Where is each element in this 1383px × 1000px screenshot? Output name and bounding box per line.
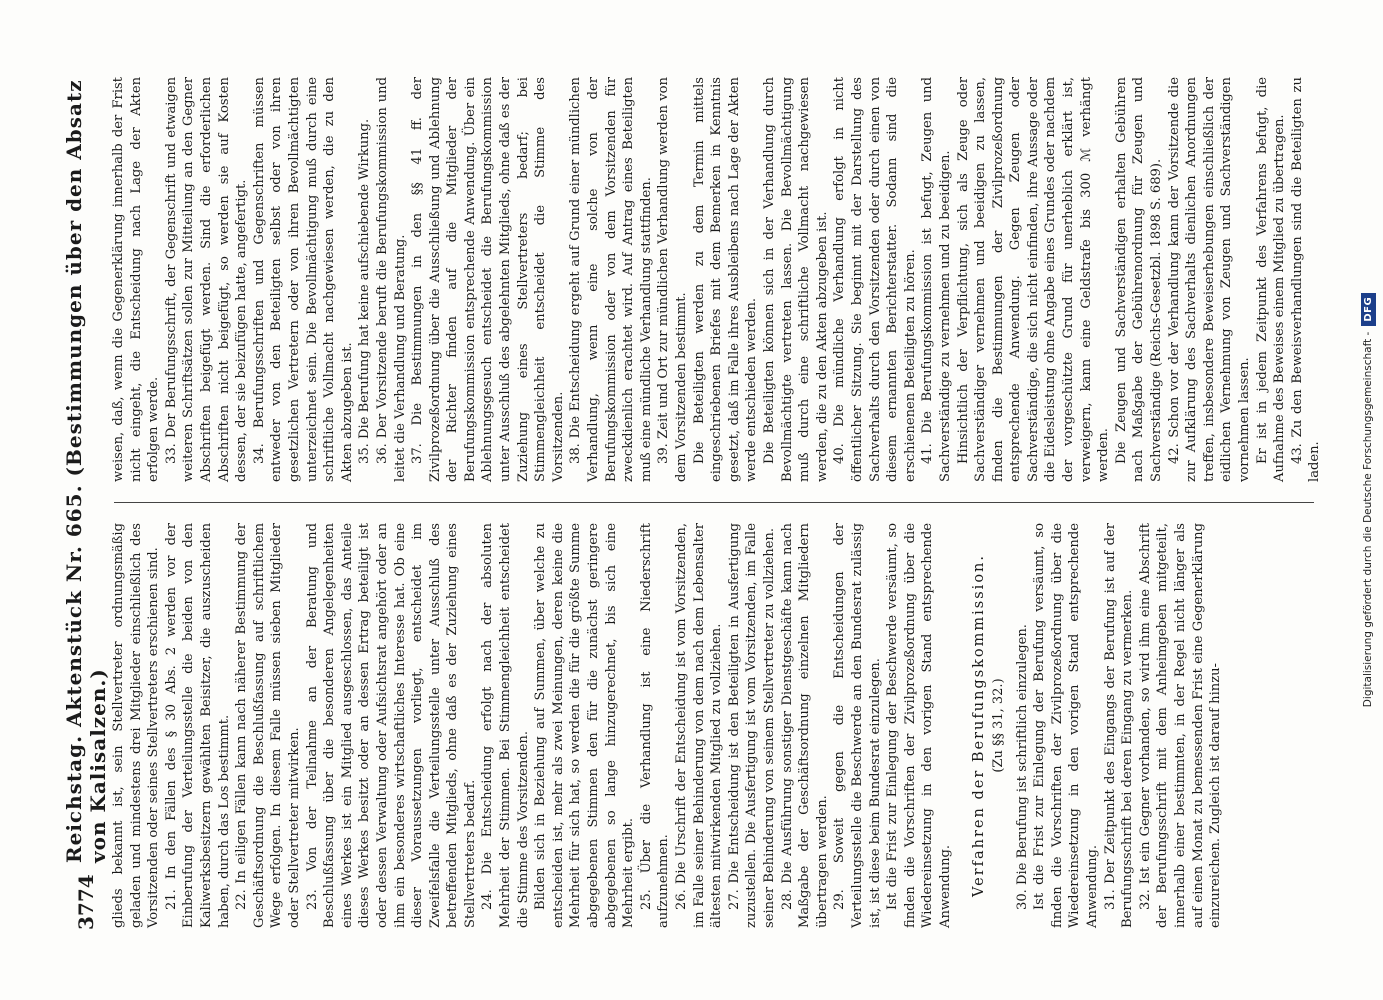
paragraph: 41. Die Berufungskommission ist befugt, Zeugen und Sachverständige zu vernehmen und zu beeidigen. xyxy=(920,77,953,482)
running-title: Reichstag. Aktenstück Nr. 665. (Bestimmungen über den Absatz von Kalisalzen.) xyxy=(62,79,110,864)
page-number: 3774 xyxy=(74,874,98,930)
left-column xyxy=(110,523,1320,928)
section-heading: Verfahren der Berufungskommission. xyxy=(970,554,987,897)
paragraph: Die Beteiligten werden zu dem Termin mittels eingeschriebenen Briefes mit dem Bemerken in Kenntnis gesetzt, daß im Falle ihres Ausbleibens nach Lage der Akten werde entschieden werden. xyxy=(691,77,760,482)
column-divider xyxy=(114,502,1314,503)
paragraph: Bilden sich in Beziehung auf Summen, über welche zu entscheiden ist, mehr als zwei Meinungen, deren keine die Mehrheit für sich hat, so werden die für die größte Summe abgegebenen Stimmen den für die zunächst geringere abgegebenen so lange hinzugerechnet, bis sich eine Mehrheit ergibt. xyxy=(533,523,637,928)
paragraph: 25. Über die Verhandlung ist eine Niederschrift aufzunehmen. xyxy=(638,523,672,928)
paragraph: Hinsichtlich der Verpflichtung, sich als Zeuge oder Sachverständiger vernehmen und beeidigen zu lassen, finden die Bestimmungen der Zivilprozeßordnung entsprechende Anwendung. Gegen Zeugen oder Sachverständige, die sich nicht einfinden, ihre Aussage oder die Eidesleistung ohne Angabe eines Grundes oder nachdem der vorgeschützte Grund für unerheblich erklärt ist, verweigern, kann eine Geldstrafe bis 300 ℳ verhängt werden. xyxy=(955,77,1112,482)
paragraph: 38. Die Entscheidung ergeht auf Grund einer mündlichen Verhandlung, wenn eine solche von der Berufungskommission oder von dem Vorsitzenden für zweckdienlich erachtet wird. Auf Antrag eines Beteiligten muß eine mündliche Verhandlung stattfinden. xyxy=(568,77,654,482)
paragraph: 31. Der Zeitpunkt des Eingangs der Berufung ist auf der Berufungsschrift bei deren Eingang zu vermerken. xyxy=(1102,523,1136,928)
footer-credit: Digitalisierung gefördert durch die Deutsche Forschungsgemeinschaft - xyxy=(1362,331,1374,708)
dfg-logo: DFG xyxy=(1361,293,1376,326)
paragraph: 21. In den Fällen des § 30 Abs. 2 werden vor der Einberufung der Verteilungsstelle die beiden von den Kaliwerksbesitzern gewählten Beisitzer, die auszuscheiden haben, durch das Los bestimmt. xyxy=(163,523,232,928)
paragraph: weisen, daß, wenn die Gegenerklärung innerhalb der Frist nicht eingeht, die Entscheidung nach Lage der Akten erfolgen werde. xyxy=(111,77,162,482)
page-header xyxy=(62,60,110,930)
paragraph: 35. Die Berufung hat keine aufschiebende Wirkung. xyxy=(357,118,373,464)
paragraph: 43. Zu den Beweisverhandlungen sind die Beteiligten zu laden. xyxy=(1289,77,1323,482)
paragraph: 32. Ist ein Gegner vorhanden, so wird ihm eine Abschrift der Berufungsschrift mit dem Anheimgeben mitgeteilt, innerhalb einer bestimmten, in der Regel nicht länger als auf einen Monat zu bemessenden Frist eine Gegenerklärung einzureichen. Zugleich ist darauf hinzu- xyxy=(1137,523,1224,928)
paragraph: 37. Die Bestimmungen in den §§ 41 ff. der Zivilprozeßordnung über die Ausschließung und Ablehnung der Richter finden auf die Mitglieder der Berufungskommission entsprechende Anwendung. Über ein Ablehnungsgesuch entscheidet die Berufungskommission unter Ausschluß des abgelehnten Mitglieds, ohne daß es der Zuziehung eines Stellvertreters bedarf; bei Stimmengleichheit entscheidet die Stimme des Vorsitzenden. xyxy=(410,77,566,482)
paragraph: 27. Die Entscheidung ist den Beteiligten in Ausfertigung zuzustellen. Die Ausfertigung ist vom Vorsitzenden, im Falle seiner Behinderung von seinem Stellvertreter zu vollziehen. xyxy=(726,523,777,928)
paragraph: 42. Schon vor der Verhandlung kann der Vorsitzende die zur Aufklärung des Sachverhalts dienlichen Anordnungen treffen, insbesondere Beweiserhebungen einschließlich der eidlichen Vernehmung von Zeugen und Sachverständigen vornehmen lassen. xyxy=(1166,77,1252,482)
paragraph: glieds bekannt ist, sein Stellvertreter ordnungsmäßig geladen und mindestens drei Mitglieder einschließlich des Vorsitzenden oder seines Stellvertreters erschienen sind. xyxy=(111,523,162,928)
digitization-footer xyxy=(1355,0,1381,1000)
left-paragraphs-after xyxy=(1014,523,1225,928)
paragraph: Die Beteiligten können sich in der Verhandlung durch Bevollmächtigte vertreten lassen. Die Bevollmächtigung muß durch eine schriftliche Vollmacht nachgewiesen werden, die zu den Akten abzugeben ist. xyxy=(761,77,830,482)
paragraph: 36. Der Vorsitzende beruft die Berufungskommission und leitet die Verhandlung und Beratung. xyxy=(374,77,408,482)
paragraph: Er ist in jedem Zeitpunkt des Verfahrens befugt, die Aufnahme des Beweises einem Mitglied zu übertragen. xyxy=(1254,77,1288,482)
paragraph: 29. Soweit gegen die Entscheidungen der Verteilungsstelle die Beschwerde an den Bundesrat zulässig ist, ist diese beim Bundesrat einzulegen. xyxy=(832,523,883,928)
paragraph: Die Zeugen und Sachverständigen erhalten Gebühren nach Maßgabe der Gebührenordnung für Zeugen und Sachverständige (Reichs-Gesetzbl. 1898 S. 689). xyxy=(1113,77,1165,482)
paragraph: Ist die Frist zur Einlegung der Beschwerde versäumt, so finden die Vorschriften der Zivilprozeßordnung über die Wiedereinsetzung in den vorigen Stand entsprechende Anwendung. xyxy=(885,523,953,928)
paragraph: 28. Die Ausführung sonstiger Dienstgeschäfte kann nach Maßgabe der Geschäftsordnung einzelnen Mitgliedern übertragen werden. xyxy=(779,523,830,928)
paragraph: 40. Die mündliche Verhandlung erfolgt in nicht öffentlicher Sitzung. Sie beginnt mit der Darstellung des Sachverhalts durch den Vorsitzenden oder durch einen von diesem ernannten Berichterstatter. Sodann sind die erschienenen Beteiligten zu hören. xyxy=(832,77,918,482)
right-column xyxy=(110,77,1323,482)
paragraph: 24. Die Entscheidung erfolgt nach der absoluten Mehrheit der Stimmen. Bei Stimmengleichheit entscheidet die Stimme des Vorsitzenden. xyxy=(480,523,531,928)
paragraph: Ist die Frist zur Einlegung der Berufung versäumt, so finden die Vorschriften der Zivilprozeßordnung über die Wiedereinsetzung in den vorigen Stand entsprechende Anwendung. xyxy=(1032,523,1101,928)
paragraph: 33. Der Berufungsschrift, der Gegenschrift und etwaigen weiteren Schriftsätzen sollen zur Mitteilung an den Gegner Abschriften beigefügt werden. Sind die erforderlichen Abschriften nicht beigefügt, so werden sie auf Kosten dessen, der sie beizufügen hatte, angefertigt. xyxy=(163,77,250,482)
paragraph: 22. In eiligen Fällen kann nach näherer Bestimmung der Geschäftsordnung die Beschlußfassung auf schriftlichem Wege erfolgen. In diesem Falle müssen sieben Mitglieder oder Stellvertreter mitwirken. xyxy=(234,523,302,928)
left-paragraphs xyxy=(110,523,955,928)
paragraph: 23. Von der Teilnahme an der Beratung und Beschlußfassung über die besonderen Angelegenheiten eines Werkes ist ein Mitglied ausgeschlossen, das Anteile dieses Werkes besitzt oder an dessen Ertrag beteiligt ist oder dessen Verwaltung oder Aufsichtsrat angehört oder an ihm ein besonderes wirtschaftliches Interesse hat. Ob eine dieser Voraussetzungen vorliegt, entscheidet im Zweifelsfalle die Verteilungsstelle unter Ausschluß des betreffenden Mitglieds, ohne daß es der Zuziehung eines Stellvertreters bedarf. xyxy=(304,523,478,928)
paragraph: 30. Die Berufung ist schriftlich einzulegen. xyxy=(1014,624,1030,910)
right-paragraphs xyxy=(110,77,1324,482)
paragraph: 34. Berufungsschriften und Gegenschriften müssen entweder von den Beteiligten selbst oder von ihren gesetzlichen Vertretern oder von ihren Bevollmächtigten unterzeichnet sein. Die Bevollmächtigung muß durch eine schriftliche Vollmacht nachgewiesen werden, die zu den Akten abzugeben ist. xyxy=(251,77,355,482)
section-subheading: (Zu §§ 31, 32.) xyxy=(991,678,1007,773)
paragraph: 26. Die Urschrift der Entscheidung ist vom Vorsitzenden, im Falle seiner Behinderung von dem nach dem Lebensalter ältesten mitwirkenden Mitglied zu vollziehen. xyxy=(674,523,725,928)
paragraph: 39. Zeit und Ort zur mündlichen Verhandlung werden von dem Vorsitzenden bestimmt. xyxy=(656,77,689,482)
